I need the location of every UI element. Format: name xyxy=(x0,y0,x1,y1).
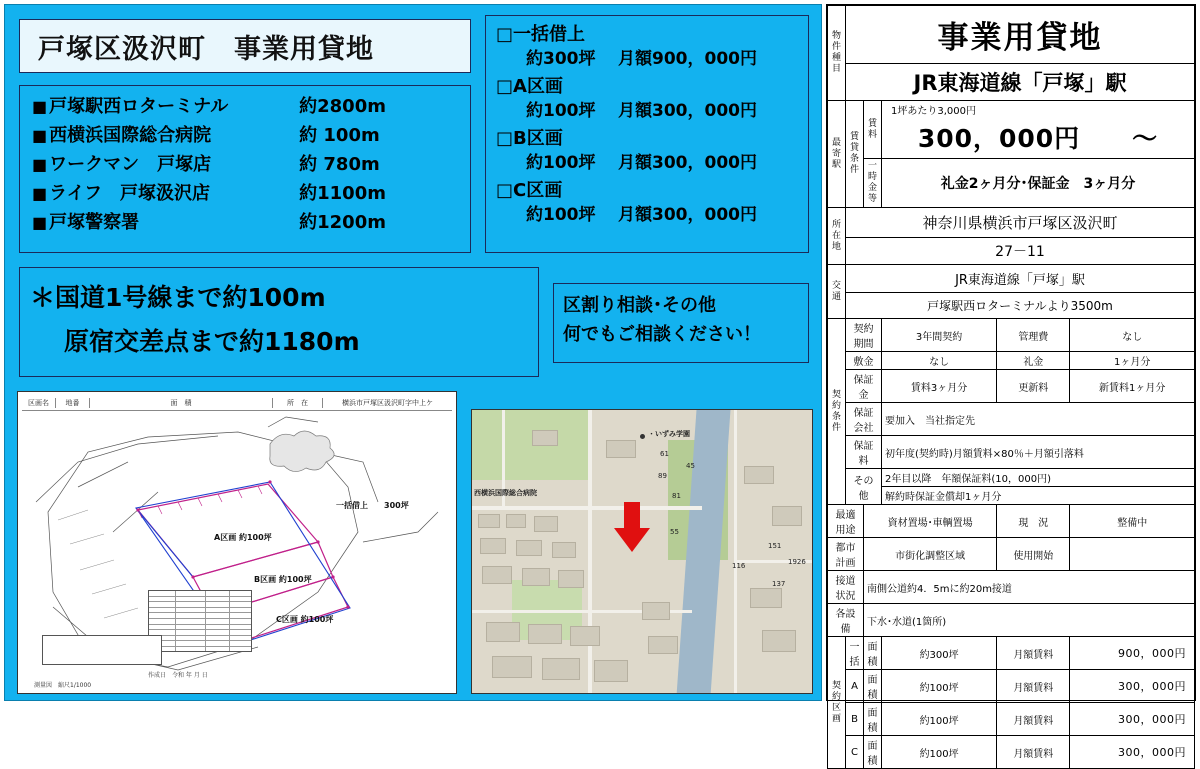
map-building xyxy=(532,430,558,446)
division-area: 約300坪 xyxy=(882,637,997,670)
map-building xyxy=(528,624,562,644)
consult-line-1: 区割り相談･その他 xyxy=(563,295,716,316)
map-number-label: 89 xyxy=(658,472,667,480)
division-area: 約100坪 xyxy=(882,670,997,703)
status-key: 現 況 xyxy=(997,505,1070,538)
table-row xyxy=(828,604,1195,637)
contract-value: 初年度(契約時)月額賃料×80％＋月額引落料 xyxy=(882,436,1195,469)
contract-key: 保証料 xyxy=(846,436,882,469)
division-rent-key: 月額賃料 xyxy=(997,670,1070,703)
map-building xyxy=(648,636,678,654)
table-row xyxy=(828,208,1195,238)
row-label-kind xyxy=(828,6,846,101)
traffic-line-2: 戸塚駅西ロターミナルより3500m xyxy=(846,293,1195,319)
table-row xyxy=(828,538,1195,571)
rent-plan-detail xyxy=(496,151,800,176)
distance-name: 戸塚警察署 xyxy=(49,212,140,233)
map-building xyxy=(516,540,542,556)
table-row xyxy=(828,319,1195,352)
plot-map-footer-note: 測量図 縮尺1/1000 xyxy=(34,682,92,689)
other-value-2: 解約時保証金償却1ヶ月分 xyxy=(882,487,1195,505)
access-value: 南側公道約4．5mに約20m接道 xyxy=(864,571,1195,604)
table-row xyxy=(828,265,1195,293)
table-row xyxy=(828,101,1195,159)
table-row xyxy=(828,703,1195,736)
map-poi-label: ・いずみ学園 xyxy=(648,430,690,438)
row-label-rent-text: 賃料 xyxy=(867,118,877,140)
map-building xyxy=(642,602,670,620)
distance-name: ライフ 戸塚汲沢店 xyxy=(49,183,211,204)
rent-plan-area: 約100坪 xyxy=(526,101,596,121)
plot-label-b: B区画 約100坪 xyxy=(254,575,312,584)
contract-key: 敷金 xyxy=(846,352,882,370)
map-building xyxy=(594,660,628,682)
list-item xyxy=(32,210,460,236)
contract-value: なし xyxy=(882,352,997,370)
list-item xyxy=(496,74,800,124)
table-row xyxy=(828,436,1195,469)
contract-key: 契約期間 xyxy=(846,319,882,352)
rent-plan-name: □B区画 xyxy=(496,128,563,149)
plot-survey-map xyxy=(17,391,457,694)
facility-value: 下水･水道(1箇所) xyxy=(864,604,1195,637)
other-value-1: 2年目以降 年額保証料(10，000円) xyxy=(882,469,1195,487)
contract-value: 新賃料1ヶ月分 xyxy=(1070,370,1195,403)
usage-value: 資材置場･車輌置場 xyxy=(864,505,997,538)
table-row xyxy=(828,64,1195,101)
start-key: 使用開始 xyxy=(997,538,1070,571)
map-number-label: 61 xyxy=(660,450,669,458)
bullet-square-icon: ■ xyxy=(32,97,48,116)
rent-unit-price: 1坪あたり3,000円 xyxy=(891,106,976,117)
plot-map-header-cell: 区画名 xyxy=(22,398,56,408)
location-arrow-head-icon xyxy=(614,528,650,552)
division-rent: 900，000円 xyxy=(1070,637,1195,670)
row-label-station-text: 最寄駅 xyxy=(831,137,841,170)
row-label-rent xyxy=(864,101,882,159)
rent-plan-detail xyxy=(496,47,800,72)
address-line-2: 27－11 xyxy=(846,238,1195,265)
plot-label-a: A区画 約100坪 xyxy=(214,533,272,542)
rent-plan-price: 月額300，000円 xyxy=(618,101,757,121)
bullet-square-icon: ■ xyxy=(32,126,48,145)
map-building xyxy=(606,440,636,458)
plot-map-legend-box xyxy=(42,635,162,665)
division-rent-key: 月額賃料 xyxy=(997,637,1070,670)
distance-value: 約 780m xyxy=(299,154,380,175)
plot-map-header-cell: 地番 xyxy=(56,398,90,408)
division-rent: 300，000円 xyxy=(1070,670,1195,703)
map-building xyxy=(542,658,580,680)
map-building xyxy=(552,542,576,558)
map-building xyxy=(534,516,558,532)
map-road xyxy=(472,506,702,510)
distance-list xyxy=(19,85,471,253)
map-building xyxy=(522,568,550,586)
distance-value: 約1100m xyxy=(299,183,386,204)
map-building xyxy=(480,538,506,554)
map-building xyxy=(570,626,600,646)
row-label-station xyxy=(828,101,846,208)
table-row xyxy=(828,469,1195,487)
row-label-address xyxy=(828,208,846,265)
consult-line-2: 何でもご相談ください！ xyxy=(563,324,761,345)
map-building xyxy=(772,506,802,526)
map-building xyxy=(486,622,520,642)
row-label-contract-text: 契約条件 xyxy=(831,389,841,433)
row-label-ichiji xyxy=(864,159,882,208)
map-number-label: 45 xyxy=(686,462,695,470)
table-row xyxy=(828,370,1195,403)
start-value xyxy=(1070,538,1195,571)
table-row xyxy=(828,403,1195,436)
table-row xyxy=(828,736,1195,769)
address-line-1: 神奈川県横浜市戸塚区汲沢町 xyxy=(846,208,1195,238)
detail-table xyxy=(827,5,1195,769)
row-label-contract xyxy=(828,319,846,505)
division-area-key: 面積 xyxy=(864,670,882,703)
access-key: 接道状況 xyxy=(828,571,864,604)
table-row xyxy=(828,293,1195,319)
left-panel xyxy=(4,4,822,701)
row-label-division xyxy=(828,637,846,769)
contract-key: 更新料 xyxy=(997,370,1070,403)
plot-map-header-cell: 所 在 xyxy=(272,398,322,408)
map-number-label: 151 xyxy=(768,542,782,550)
row-label-terms xyxy=(846,101,864,208)
map-building xyxy=(506,514,526,528)
division-area-key: 面積 xyxy=(864,736,882,769)
rent-plan-area: 約300坪 xyxy=(526,49,596,69)
property-title-box xyxy=(19,19,471,73)
table-row xyxy=(828,238,1195,265)
map-building xyxy=(750,588,782,608)
row-label-ichiji-text: 一時金等 xyxy=(867,161,877,204)
list-item xyxy=(32,123,460,149)
rent-plan-name: □A区画 xyxy=(496,76,563,97)
map-number-label: 1926 xyxy=(788,558,806,566)
contract-value: 3年間契約 xyxy=(882,319,997,352)
division-area: 約100坪 xyxy=(882,703,997,736)
row-label-traffic-text: 交通 xyxy=(831,280,841,302)
map-building xyxy=(762,630,796,652)
division-area-key: 面積 xyxy=(864,703,882,736)
table-row xyxy=(828,6,1195,64)
rent-plan-area: 約100坪 xyxy=(526,153,596,173)
page-title: 戸塚区汲沢町 事業用貸地 xyxy=(38,33,374,65)
distance-name: 戸塚駅西ロターミナル xyxy=(49,96,229,117)
list-item xyxy=(32,94,460,120)
contract-key: 礼金 xyxy=(997,352,1070,370)
row-label-terms-text: 賃貸条件 xyxy=(849,132,859,175)
map-road xyxy=(588,410,592,694)
rent-plan-name: □C区画 xyxy=(496,180,563,201)
division-rent: 300，000円 xyxy=(1070,736,1195,769)
cityplan-value: 市街化調整区域 xyxy=(864,538,997,571)
table-row xyxy=(828,637,1195,670)
distance-value: 約1200m xyxy=(299,212,386,233)
rent-plan-area: 約100坪 xyxy=(526,205,596,225)
rent-plan-price: 月額900，000円 xyxy=(618,49,757,69)
rent-amount: 300，000円 〜 xyxy=(917,124,1159,153)
row-label-division-text: 契約区画 xyxy=(831,680,841,724)
map-building xyxy=(558,570,584,588)
distance-name: ワークマン 戸塚店 xyxy=(49,154,212,175)
map-number-label: 81 xyxy=(672,492,681,500)
rent-plan-price: 月額300，000円 xyxy=(618,153,757,173)
map-poi-dot xyxy=(640,434,645,439)
bullet-square-icon: ■ xyxy=(32,155,48,174)
contract-value: 賃料3ヶ月分 xyxy=(882,370,997,403)
table-row xyxy=(828,571,1195,604)
plot-label-total: 一括借上 300坪 xyxy=(336,501,409,510)
cityplan-key: 都市計画 xyxy=(828,538,864,571)
contract-key: 保証金 xyxy=(846,370,882,403)
map-building xyxy=(744,466,774,484)
division-rent-key: 月額賃料 xyxy=(997,736,1070,769)
bullet-square-icon: ■ xyxy=(32,213,48,232)
rent-plan-list xyxy=(485,15,809,253)
consult-box xyxy=(553,283,809,363)
facility-key: 各設備 xyxy=(828,604,864,637)
division-area-key: 面積 xyxy=(864,637,882,670)
plot-map-header-cell: 横浜市戸塚区汲沢町字中上ケ xyxy=(322,398,452,408)
contract-value: 要加入 当社指定先 xyxy=(882,403,1195,436)
division-rent-key: 月額賃料 xyxy=(997,703,1070,736)
contract-key-other: その他 xyxy=(846,469,882,505)
list-item xyxy=(496,22,800,72)
division-name: C xyxy=(846,736,864,769)
list-item xyxy=(496,178,800,228)
table-row xyxy=(828,505,1195,538)
rent-plan-name: □一括借上 xyxy=(496,24,586,45)
plot-map-data-table xyxy=(148,590,252,652)
map-poi-label: 西横浜国際総合病院 xyxy=(474,489,537,497)
division-name: 一括 xyxy=(846,637,864,670)
ichiji-value: 礼金2ヶ月分･保証金 3ヶ月分 xyxy=(882,159,1195,208)
area-satellite-map xyxy=(471,409,813,694)
rent-plan-detail xyxy=(496,99,800,124)
division-name: B xyxy=(846,703,864,736)
row-label-address-text: 所在地 xyxy=(831,219,841,252)
nearest-station-value: JR東海道線「戸塚」駅 xyxy=(846,64,1195,101)
plot-map-footer-note-2: 作成日 令和 年 月 日 xyxy=(148,672,208,679)
traffic-line-1: JR東海道線「戸塚」駅 xyxy=(846,265,1195,293)
division-rent: 300，000円 xyxy=(1070,703,1195,736)
row-label-kind-text: 物件種目 xyxy=(831,31,841,74)
route-line-2: 原宿交差点まで約1180m xyxy=(64,327,360,356)
map-building xyxy=(482,566,512,584)
map-building xyxy=(492,656,532,678)
table-row xyxy=(828,159,1195,208)
table-row xyxy=(828,670,1195,703)
plot-map-header-cell: 面 積 xyxy=(170,398,192,407)
contract-key: 管理費 xyxy=(997,319,1070,352)
list-item xyxy=(32,152,460,178)
distance-name: 西横浜国際総合病院 xyxy=(49,125,212,146)
plot-label-c: C区画 約100坪 xyxy=(276,615,334,624)
contract-value: なし xyxy=(1070,319,1195,352)
list-item xyxy=(496,126,800,176)
usage-key: 最適用途 xyxy=(828,505,864,538)
division-name: A xyxy=(846,670,864,703)
map-number-label: 55 xyxy=(670,528,679,536)
rent-plan-price: 月額300，000円 xyxy=(618,205,757,225)
contract-key: 保証会社 xyxy=(846,403,882,436)
map-road xyxy=(734,410,737,694)
distance-value: 約 100m xyxy=(299,125,380,146)
row-label-traffic xyxy=(828,265,846,319)
route-info-box xyxy=(19,267,539,377)
distance-value: 約2800m xyxy=(299,96,386,117)
table-row xyxy=(828,487,1195,505)
rent-cell xyxy=(882,101,1195,159)
status-value: 整備中 xyxy=(1070,505,1195,538)
rent-plan-detail xyxy=(496,203,800,228)
division-area: 約100坪 xyxy=(882,736,997,769)
contract-value: 1ヶ月分 xyxy=(1070,352,1195,370)
property-detail-table xyxy=(826,4,1196,767)
route-line-1: ＊国道1号線まで約100m xyxy=(30,283,326,312)
map-building xyxy=(478,514,500,528)
property-kind-value: 事業用貸地 xyxy=(846,6,1195,64)
table-row xyxy=(828,352,1195,370)
map-number-label: 116 xyxy=(732,562,746,570)
bullet-square-icon: ■ xyxy=(32,184,48,203)
list-item xyxy=(32,181,460,207)
map-number-label: 137 xyxy=(772,580,786,588)
